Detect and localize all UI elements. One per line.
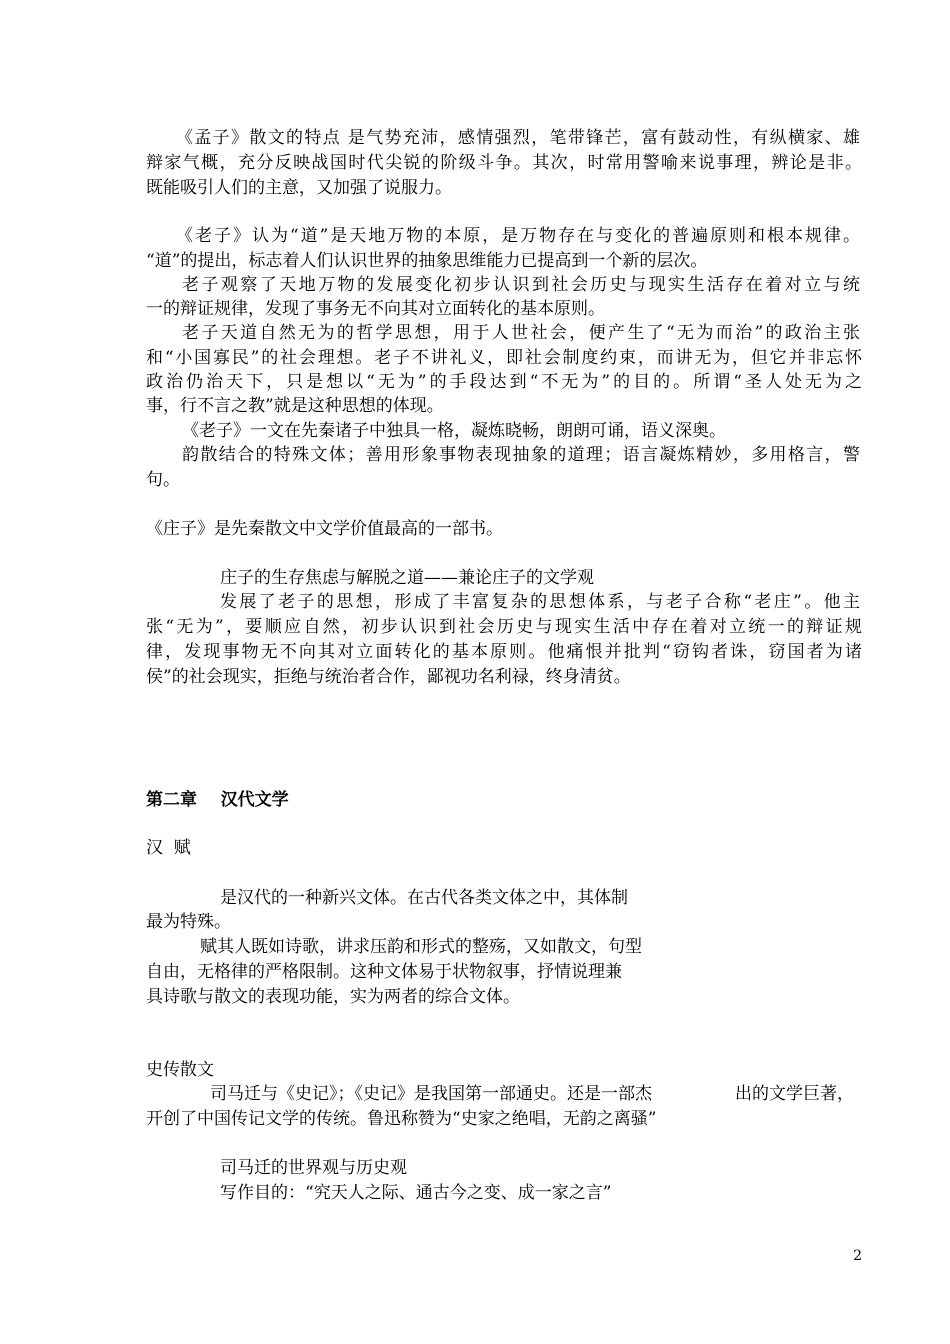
zhuangzi-subtitle: 庄子的生存焦虑与解脱之道——兼论庄子的文学观 <box>220 568 594 588</box>
laozi-line-10: 韵散结合的特殊文体；善用形象事物表现抽象的道理；语言凝炼精妙，多用格言，警 <box>182 445 860 465</box>
fu-line-5: 具诗歌与散文的表现功能，实为两者的综合文体。 <box>146 987 520 1007</box>
mengzi-line-1: 《孟子》散文的特点 是气势充沛，感情强烈，笔带锋芒，富有鼓动性，有纵横家、雄 <box>176 128 860 148</box>
fu-heading: 汉 赋 <box>146 838 191 858</box>
mengzi-line-3: 既能吸引人们的主意，又加强了说服力。 <box>146 178 452 198</box>
fu-line-1: 是汉代的一种新兴文体。在古代各类文体之中，其体制 <box>220 888 628 908</box>
shizhuan-line-2: 开创了中国传记文学的传统。鲁迅称赞为“史家之绝唱，无韵之离骚” <box>146 1109 657 1129</box>
shizhuan-line-1a: 司马迁与《史记》；《史记》是我国第一部通史。还是一部杰 <box>210 1084 652 1104</box>
laozi-line-11: 句。 <box>146 470 180 490</box>
shizhuan-line-1b: 出的文学巨著， <box>735 1084 854 1104</box>
laozi-line-7: 政治仍治天下，只是想以“无为”的手段达到“不无为”的目的。所谓“圣人处无为之 <box>146 372 862 392</box>
zhuangzi-intro: 《庄子》是先秦散文中文学价值最高的一部书。 <box>146 519 503 539</box>
zhuangzi-line-1: 发展了老子的思想，形成了丰富复杂的思想体系，与老子合称“老庄”。他主 <box>220 592 860 612</box>
laozi-line-5: 老子天道自然无为的哲学思想，用于人世社会，便产生了“无为而治”的政治主张 <box>182 323 860 343</box>
shizhuan-heading: 史传散文 <box>146 1060 214 1080</box>
laozi-line-2: “道”的提出，标志着人们认识世界的抽象思维能力已提高到一个新的层次。 <box>146 251 708 271</box>
laozi-line-8: 事，行不言之教”就是这种思想的体现。 <box>146 396 444 416</box>
zhuangzi-line-2: 张“无为”，要顺应自然，初步认识到社会历史与现实生活中存在着对立统一的辩证规 <box>146 617 862 637</box>
fu-line-2: 最为特殊。 <box>146 912 231 932</box>
page-number: 2 <box>853 1248 862 1264</box>
shizhuan-line-4: 写作目的：“究天人之际、通古今之变、成一家之言” <box>220 1183 612 1203</box>
shizhuan-line-3: 司马迁的世界观与历史观 <box>220 1158 407 1178</box>
laozi-line-9: 《老子》一文在先秦诸子中独具一格，凝炼晓畅，朗朗可诵，语义深奥。 <box>182 421 726 441</box>
laozi-line-4: 一的辩证规律，发现了事务无不向其对立面转化的基本原则。 <box>146 299 605 319</box>
zhuangzi-line-4: 侯”的社会现实，拒绝与统治者合作，鄙视功名利禄，终身清贫。 <box>146 667 631 687</box>
fu-line-4: 自由，无格律的严格限制。这种文体易于状物叙事，抒情说理兼 <box>146 962 622 982</box>
laozi-line-1: 《老子》认为“道”是天地万物的本原，是万物存在与变化的普遍原则和根本规律。 <box>176 226 860 246</box>
fu-line-3: 赋其人既如诗歌，讲求压韵和形式的整殇，又如散文，句型 <box>200 937 642 957</box>
mengzi-line-2: 辩家气概，充分反映战国时代尖锐的阶级斗争。其次，时常用警喻来说事理，辨论是非。 <box>146 153 862 173</box>
zhuangzi-line-3: 律，发现事物无不向其对立面转化的基本原则。他痛恨并批判“窃钩者诛，窃国者为诸 <box>146 642 862 662</box>
chapter-title: 第二章 汉代文学 <box>146 790 289 810</box>
laozi-line-6: 和“小国寡民”的社会理想。老子不讲礼义，即社会制度约束，而讲无为，但它并非忘怀 <box>146 348 862 368</box>
laozi-line-3: 老子观察了天地万物的发展变化初步认识到社会历史与现实生活存在着对立与统 <box>182 275 860 295</box>
